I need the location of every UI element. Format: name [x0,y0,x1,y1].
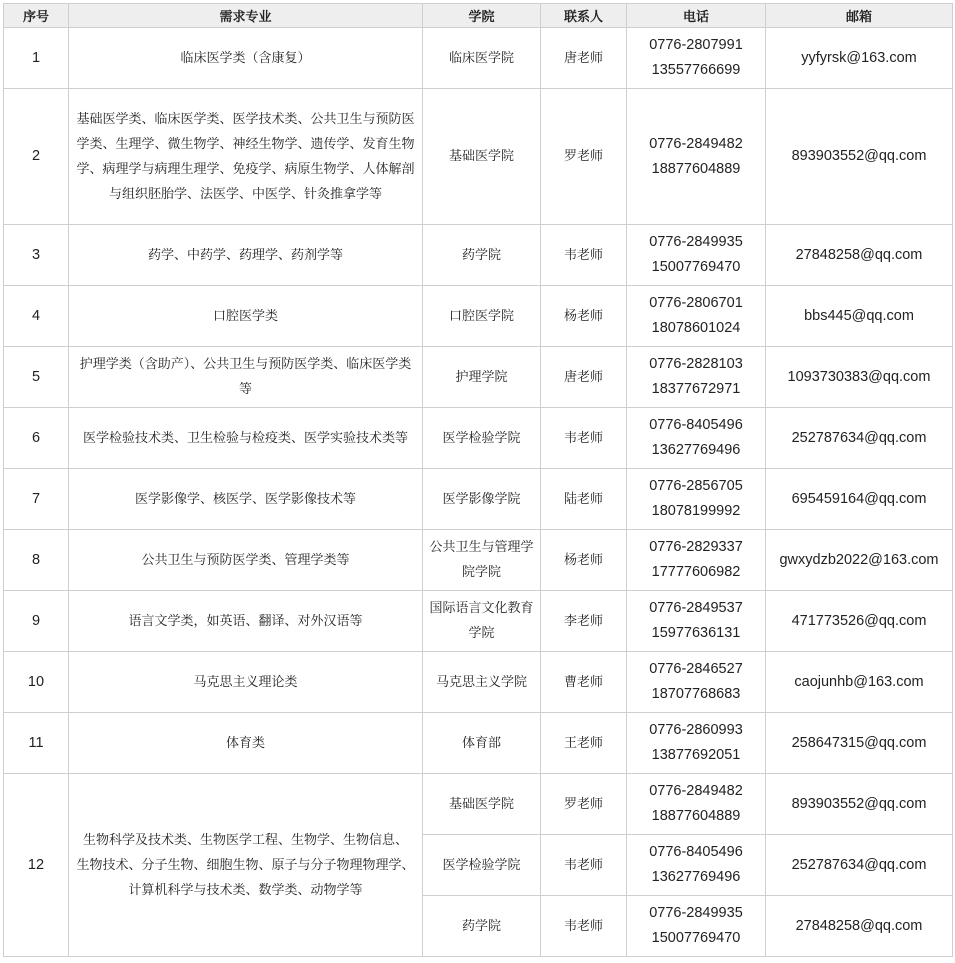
contact-cell: 韦老师 [541,835,627,896]
major-cell: 药学、中药学、药理学、药剂学等 [69,225,423,286]
header-seq: 序号 [4,4,69,28]
table-row [4,286,953,347]
phone-cell [627,652,766,713]
email-cell: 471773526@qq.com [766,591,953,652]
phone-landline: 0776-2829337 [649,539,743,555]
college-cell: 基础医学院 [423,89,541,225]
phone-mobile: 13557766699 [651,62,741,78]
phone-mobile: 18877604889 [651,808,741,824]
phone-cell [627,896,766,957]
phone-mobile: 17777606982 [651,564,741,580]
phone-mobile: 15007769470 [651,930,741,946]
phone-landline: 0776-2849482 [649,783,743,799]
phone-mobile: 13877692051 [651,747,741,763]
college-cell: 药学院 [423,225,541,286]
phone-mobile: 18877604889 [651,160,741,177]
college-cell: 临床医学院 [423,28,541,89]
college-cell: 体育部 [423,713,541,774]
phone-landline: 0776-2856705 [649,478,743,494]
college-cell: 公共卫生与管理学院学院 [423,530,541,591]
phone-mobile: 18078601024 [651,320,741,336]
contact-cell: 唐老师 [541,28,627,89]
college-cell: 护理学院 [423,347,541,408]
major-cell: 公共卫生与预防医学类、管理学类等 [69,530,423,591]
phone-landline: 0776-8405496 [649,417,743,433]
college-cell: 药学院 [423,896,541,957]
major-cell: 语言文学类，如英语、翻译、对外汉语等 [69,591,423,652]
table-row [4,591,953,652]
table-row [4,28,953,89]
phone-cell [627,713,766,774]
phone-mobile: 15977636131 [651,625,741,641]
phone-landline: 0776-2807991 [649,37,743,53]
contact-cell: 王老师 [541,713,627,774]
contact-cell: 杨老师 [541,530,627,591]
seq-cell: 12 [4,774,69,957]
email-cell: 695459164@qq.com [766,469,953,530]
phone-mobile: 15007769470 [651,259,741,275]
table-row [4,408,953,469]
email-cell: bbs445@qq.com [766,286,953,347]
email-cell: 27848258@qq.com [766,896,953,957]
header-college: 学院 [423,4,541,28]
contact-cell: 罗老师 [541,89,627,225]
phone-landline: 0776-2860993 [649,722,743,738]
college-cell: 医学检验学院 [423,835,541,896]
phone-cell [627,530,766,591]
email-cell: gwxydzb2022@163.com [766,530,953,591]
recruitment-table [3,3,953,957]
table-row [4,713,953,774]
seq-cell: 6 [4,408,69,469]
header-row [4,4,953,28]
seq-cell: 10 [4,652,69,713]
phone-landline: 0776-2828103 [649,356,743,372]
email-cell: 27848258@qq.com [766,225,953,286]
table-row [4,469,953,530]
major-cell: 基础医学类、临床医学类、医学技术类、公共卫生与预防医学类、生理学、微生物学、神经生物学、遗传学、发育生物学、病理学与病理生理学、免疫学、病原生物学、人体解剖与组织胚胎学、法医学、中医学、针灸推拿学等 [69,89,423,225]
phone-landline: 0776-8405496 [649,844,743,860]
seq-cell: 7 [4,469,69,530]
phone-cell [627,225,766,286]
contact-cell: 韦老师 [541,408,627,469]
header-contact: 联系人 [541,4,627,28]
college-cell: 口腔医学院 [423,286,541,347]
phone-landline: 0776-2849935 [649,905,743,921]
major-cell: 护理学类（含助产）、公共卫生与预防医学类、临床医学类等 [69,347,423,408]
phone-landline: 0776-2849482 [649,135,743,152]
phone-mobile: 18377672971 [651,381,741,397]
contact-cell: 韦老师 [541,896,627,957]
email-cell: 893903552@qq.com [766,89,953,225]
contact-cell: 李老师 [541,591,627,652]
phone-cell [627,408,766,469]
seq-cell: 1 [4,28,69,89]
contact-cell: 陆老师 [541,469,627,530]
college-cell: 医学检验学院 [423,408,541,469]
email-cell: yyfyrsk@163.com [766,28,953,89]
phone-mobile: 13627769496 [651,869,741,885]
contact-cell: 罗老师 [541,774,627,835]
seq-cell: 8 [4,530,69,591]
email-cell: 252787634@qq.com [766,408,953,469]
phone-landline: 0776-2849537 [649,600,743,616]
college-cell: 医学影像学院 [423,469,541,530]
contact-cell: 杨老师 [541,286,627,347]
major-cell: 马克思主义理论类 [69,652,423,713]
seq-cell: 4 [4,286,69,347]
major-cell: 医学影像学、核医学、医学影像技术等 [69,469,423,530]
phone-cell [627,347,766,408]
major-cell: 医学检验技术类、卫生检验与检疫类、医学实验技术类等 [69,408,423,469]
phone-landline: 0776-2849935 [649,234,743,250]
table-row [4,774,953,835]
seq-cell: 2 [4,89,69,225]
phone-mobile: 13627769496 [651,442,741,458]
phone-landline: 0776-2846527 [649,661,743,677]
phone-cell [627,835,766,896]
header-major: 需求专业 [69,4,423,28]
email-cell: 258647315@qq.com [766,713,953,774]
contact-cell: 唐老师 [541,347,627,408]
table-row [4,225,953,286]
seq-cell: 11 [4,713,69,774]
seq-cell: 3 [4,225,69,286]
email-cell: 1093730383@qq.com [766,347,953,408]
phone-cell [627,28,766,89]
phone-mobile: 18707768683 [651,686,741,702]
major-cell: 生物科学及技术类、生物医学工程、生物学、生物信息、 生物技术、分子生物、细胞生物、原子与分子物理物理学、计算机科学与技术类、数学类、动物学等 [69,774,423,957]
phone-cell [627,774,766,835]
major-cell: 体育类 [69,713,423,774]
phone-cell [627,469,766,530]
phone-landline: 0776-2806701 [649,295,743,311]
contact-cell: 韦老师 [541,225,627,286]
header-email: 邮箱 [766,4,953,28]
table-row [4,347,953,408]
header-phone: 电话 [627,4,766,28]
seq-cell: 9 [4,591,69,652]
table-row [4,652,953,713]
major-cell: 临床医学类（含康复） [69,28,423,89]
email-cell: caojunhb@163.com [766,652,953,713]
email-cell: 893903552@qq.com [766,774,953,835]
college-cell: 基础医学院 [423,774,541,835]
phone-cell [627,286,766,347]
college-cell: 马克思主义学院 [423,652,541,713]
table-row [4,530,953,591]
major-cell: 口腔医学类 [69,286,423,347]
phone-cell [627,89,766,225]
college-cell: 国际语言文化教育学院 [423,591,541,652]
contact-cell: 曹老师 [541,652,627,713]
phone-cell [627,591,766,652]
table-row [4,89,953,225]
phone-mobile: 18078199992 [651,503,741,519]
email-cell: 252787634@qq.com [766,835,953,896]
seq-cell: 5 [4,347,69,408]
